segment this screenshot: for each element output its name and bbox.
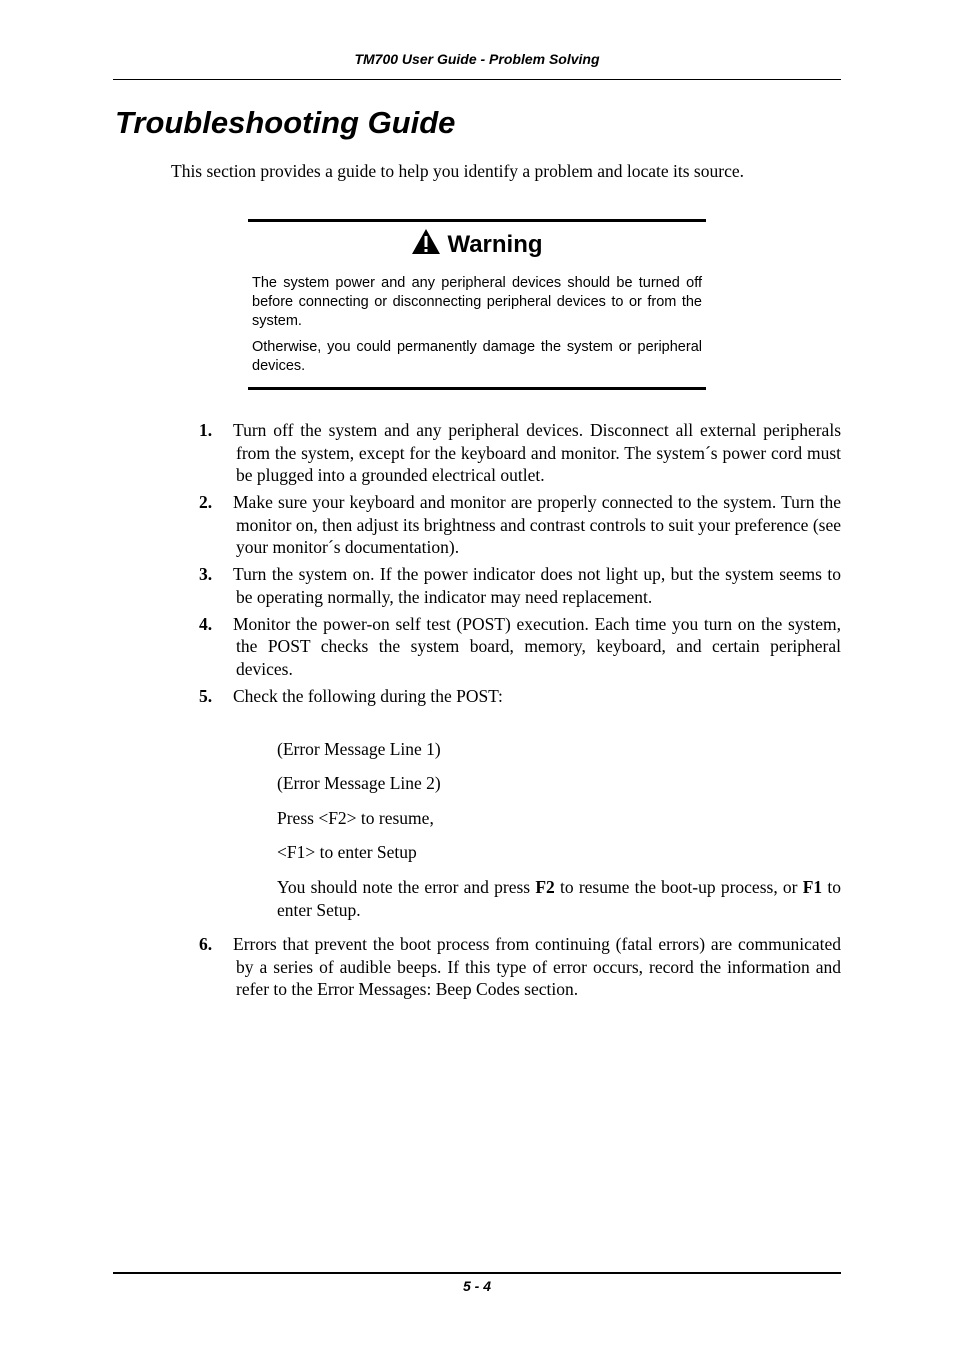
step-text: Monitor the power-on self test (POST) execution. Each time you turn on the system, the POST checks the system board, memory, keyboard, and certain peripheral devices. [233, 613, 841, 679]
header-rule [113, 79, 841, 80]
footer-rule [113, 1272, 841, 1274]
step-4 [199, 613, 841, 681]
step-number: 6. [199, 934, 213, 954]
post-note-text: to resume the boot-up process, or [554, 877, 803, 897]
warning-heading-text: Warning [447, 231, 543, 258]
step-text: Turn the system on. If the power indicator does not light up, but the system seems to be operating normally, the indicator may need replacement. [233, 564, 841, 607]
steps-list [199, 419, 841, 712]
step-6-item [199, 933, 841, 1001]
post-note-key-f2: F2 [535, 877, 555, 897]
step-number: 4. [199, 613, 213, 634]
step-3 [199, 563, 841, 608]
step-number: 2. [199, 492, 213, 512]
step-6 [199, 933, 841, 1005]
step-text: Errors that prevent the boot process from continuing (fatal errors) are communicated by a series of audible beeps. If this type of error occurs, record the information and refer to the Error Messages: Beep Codes section. [233, 934, 841, 999]
post-error-line-2: (Error Message Line 2) [277, 773, 441, 793]
warning-heading [248, 228, 706, 260]
post-note-text: to enter Setup. [277, 877, 841, 920]
post-error-line-1: (Error Message Line 1) [277, 739, 441, 759]
step-number: 1. [199, 420, 213, 440]
post-resume-line: Press <F2> to resume, [277, 808, 434, 828]
post-setup-line: <F1> to enter Setup [277, 842, 417, 862]
warning-paragraph-2: Otherwise, you could permanently damage the system or peripheral devices. [252, 339, 702, 374]
step-text: Check the following during the POST: [233, 685, 503, 706]
step-number: 5. [199, 685, 213, 706]
step-2 [199, 491, 841, 559]
step-text: Turn off the system and any peripheral devices. Disconnect all external peripherals from the system, except for the keyboard and monitor. The system´s power cord must be plugged into a grounded electrical outlet. [233, 420, 841, 485]
running-header: TM700 User Guide - Problem Solving [354, 51, 600, 67]
intro-paragraph: This section provides a guide to help you identify a problem and locate its source. [171, 161, 744, 181]
step-text: Make sure your keyboard and monitor are properly connected to the system. Turn the monitor on, then adjust its brightness and contrast controls to suit your preference (see your monitor´s documentation). [233, 492, 841, 557]
post-note-key-f1: F1 [802, 877, 823, 897]
warning-box [248, 219, 706, 390]
post-note [277, 876, 841, 921]
post-note-text: You should note the error and press [277, 877, 536, 897]
warning-paragraph-1: The system power and any peripheral devices should be turned off before connecting or disconnecting peripheral devices to or from the system. [252, 275, 702, 329]
page-title: Troubleshooting Guide [115, 105, 456, 140]
step-5 [199, 685, 841, 708]
warning-triangle-icon [411, 228, 441, 255]
step-number: 3. [199, 564, 213, 584]
step-1 [199, 419, 841, 487]
page-number: 5 - 4 [462, 1278, 491, 1294]
